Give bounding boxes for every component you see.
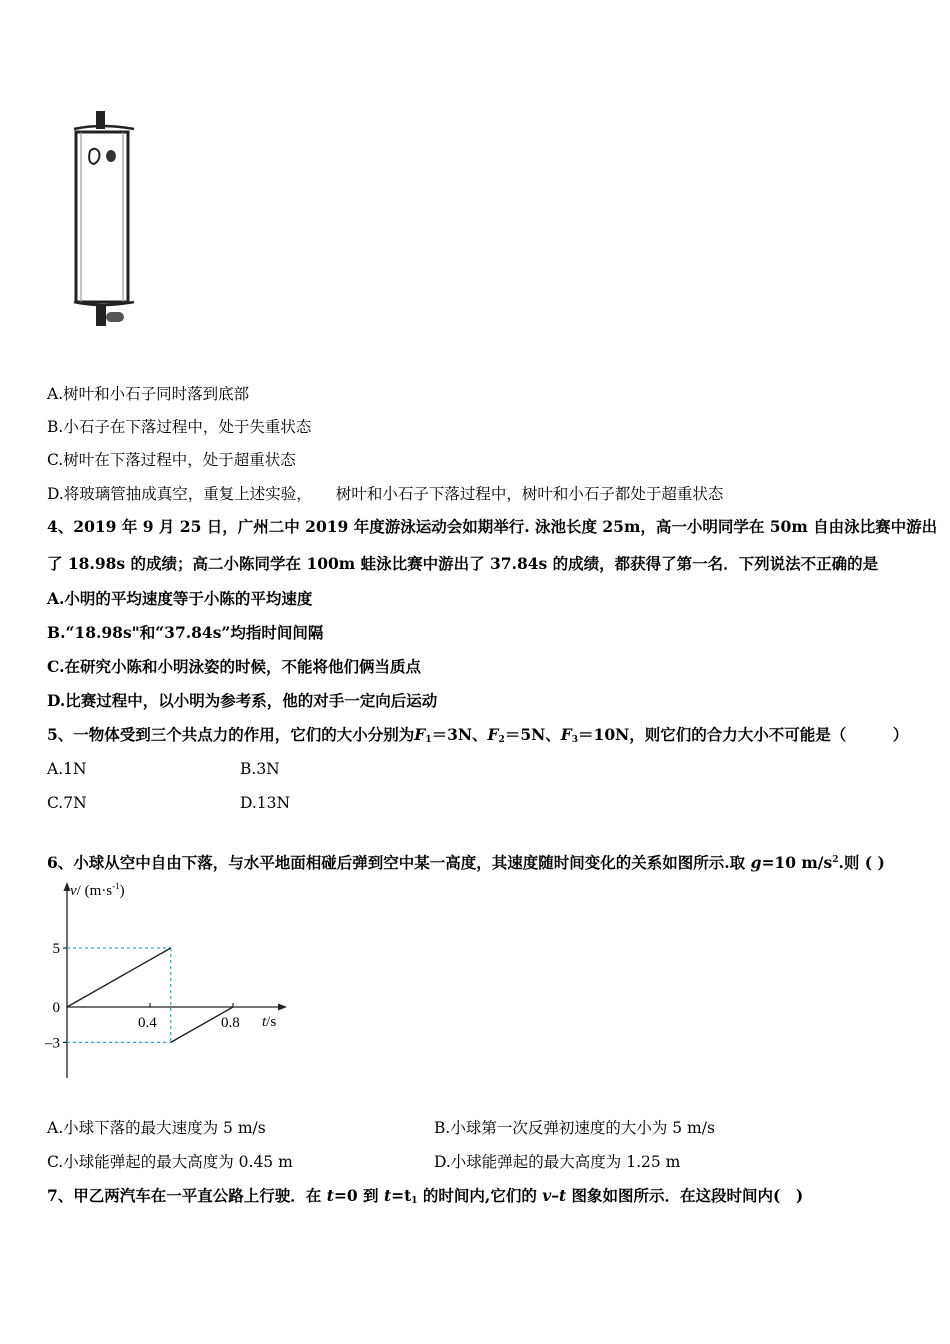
q5-f3-val: ＝10N，则它们的合力大小不可能是（ ）	[578, 725, 909, 744]
q3-option-a: A.树叶和小石子同时落到底部	[47, 385, 250, 403]
q5-option-a: A.1N	[47, 760, 87, 778]
q5-option-b: B.3N	[240, 760, 280, 778]
q7-t0: =0 到	[333, 1186, 384, 1205]
q6-option-a-text: A.小球下落的最大速度为 5 m/s	[47, 1119, 266, 1137]
q6-stem-post: .则 ( )	[838, 853, 885, 872]
q7-stem-pre: 7、甲乙两汽车在一平直公路上行驶．在	[47, 1186, 327, 1205]
q7-t: t	[326, 1186, 334, 1205]
q3-option-d-part2: 树叶和小石子下落过程中，树叶和小石子都处于超重状态	[335, 485, 724, 503]
q5-f1-sub: 1	[425, 735, 432, 745]
q6-option-b	[434, 1118, 715, 1138]
q6-g-val: =10 m/s	[761, 853, 833, 872]
q5-f1-val: ＝3N、	[431, 725, 488, 744]
q5-f2-val: ＝5N、	[504, 725, 561, 744]
q3-option-b: B.小石子在下落过程中，处于失重状态	[47, 418, 312, 436]
q6-g-sup: 2	[832, 855, 839, 865]
q5-f2-sub: 2	[498, 735, 505, 745]
q6-option-d-text: D.小球能弹起的最大高度为 1.25 m	[434, 1153, 681, 1171]
q5-f1: F	[414, 725, 426, 744]
q5-option-c: C.7N	[47, 794, 87, 812]
x-axis-arrow	[278, 1004, 287, 1011]
q5-f3: F	[560, 725, 572, 744]
q4-option-b: B.“18.98s"和“37.84s”均指时间间隔	[47, 623, 324, 642]
q6-option-b-text: B.小球第一次反弹初速度的大小为 5 m/s	[434, 1119, 715, 1137]
y-tick-label-2: –3	[45, 1035, 60, 1052]
x-axis-label: t/s	[262, 1014, 277, 1030]
q3-option-d	[47, 484, 723, 504]
y-tick-label-0: 5	[52, 941, 60, 957]
q4-option-a: A.小明的平均速度等于小陈的平均速度	[47, 589, 313, 608]
series-line-1	[67, 948, 171, 1007]
q7-stem-post: 图象如图所示．在这段时间内( )	[566, 1186, 804, 1205]
q4-stem-line2: 了 18.98s 的成绩；高二小陈同学在 100m 蛙泳比赛中游出了 37.84s 的成绩，都获得了第一名．下列说法不正确的是	[47, 554, 879, 573]
q6-stem-pre: 6、小球从空中自由下落，与水平地面相碰后弹到空中某一高度，其速度随时间变化的关系如图所示.取	[47, 853, 751, 872]
x-tick-label-1: 0.8	[221, 1015, 240, 1031]
q7-mid: 的时间内,它们的	[417, 1186, 543, 1205]
tube-illustration	[68, 108, 148, 333]
q7-t-sub: 1	[411, 1196, 418, 1206]
q7-t2: t	[383, 1186, 392, 1205]
q6-option-a	[47, 1118, 266, 1138]
velocity-time-chart	[40, 878, 300, 1088]
q3-option-c: C.树叶在下落过程中，处于超重状态	[47, 451, 296, 469]
q7-stem	[47, 1186, 803, 1211]
q6-option-c-text: C.小球能弹起的最大高度为 0.45 m	[47, 1153, 293, 1171]
q7-t-eq: =t	[391, 1186, 412, 1205]
q4-option-d: D.比赛过程中，以小明为参考系，他的对手一定向后运动	[47, 691, 438, 710]
q6-g: g	[750, 853, 762, 872]
q6-option-c	[47, 1152, 293, 1172]
q5-stem	[47, 725, 908, 750]
y-axis-label: v/ $(m\cdot s^{-1})$	[70, 881, 125, 899]
q5-f3-sub: 3	[571, 735, 579, 745]
y-tick-label-1: 0	[52, 1000, 60, 1016]
q6-stem	[47, 850, 885, 873]
q3-option-d-part1: D.将玻璃管抽成真空，重复上述实验，	[47, 485, 312, 503]
x-tick-label-0: 0.4	[138, 1015, 157, 1031]
q5-f2: F	[487, 725, 499, 744]
q5-option-d: D.13N	[240, 794, 291, 812]
q5-stem-pre: 5、一物体受到三个共点力的作用，它们的大小分别为	[47, 725, 415, 744]
q4-option-c: C.在研究小陈和小明泳姿的时候，不能将他们俩当质点	[47, 657, 421, 676]
q4-stem-line1: 4、2019 年 9 月 25 日，广州二中 2019 年度游泳运动会如期举行. 泳池长度 25m，高一小明同学在 50m 自由泳比赛中游出	[47, 517, 938, 536]
q6-option-d	[434, 1152, 680, 1172]
q7-vt: v–t	[542, 1186, 567, 1205]
